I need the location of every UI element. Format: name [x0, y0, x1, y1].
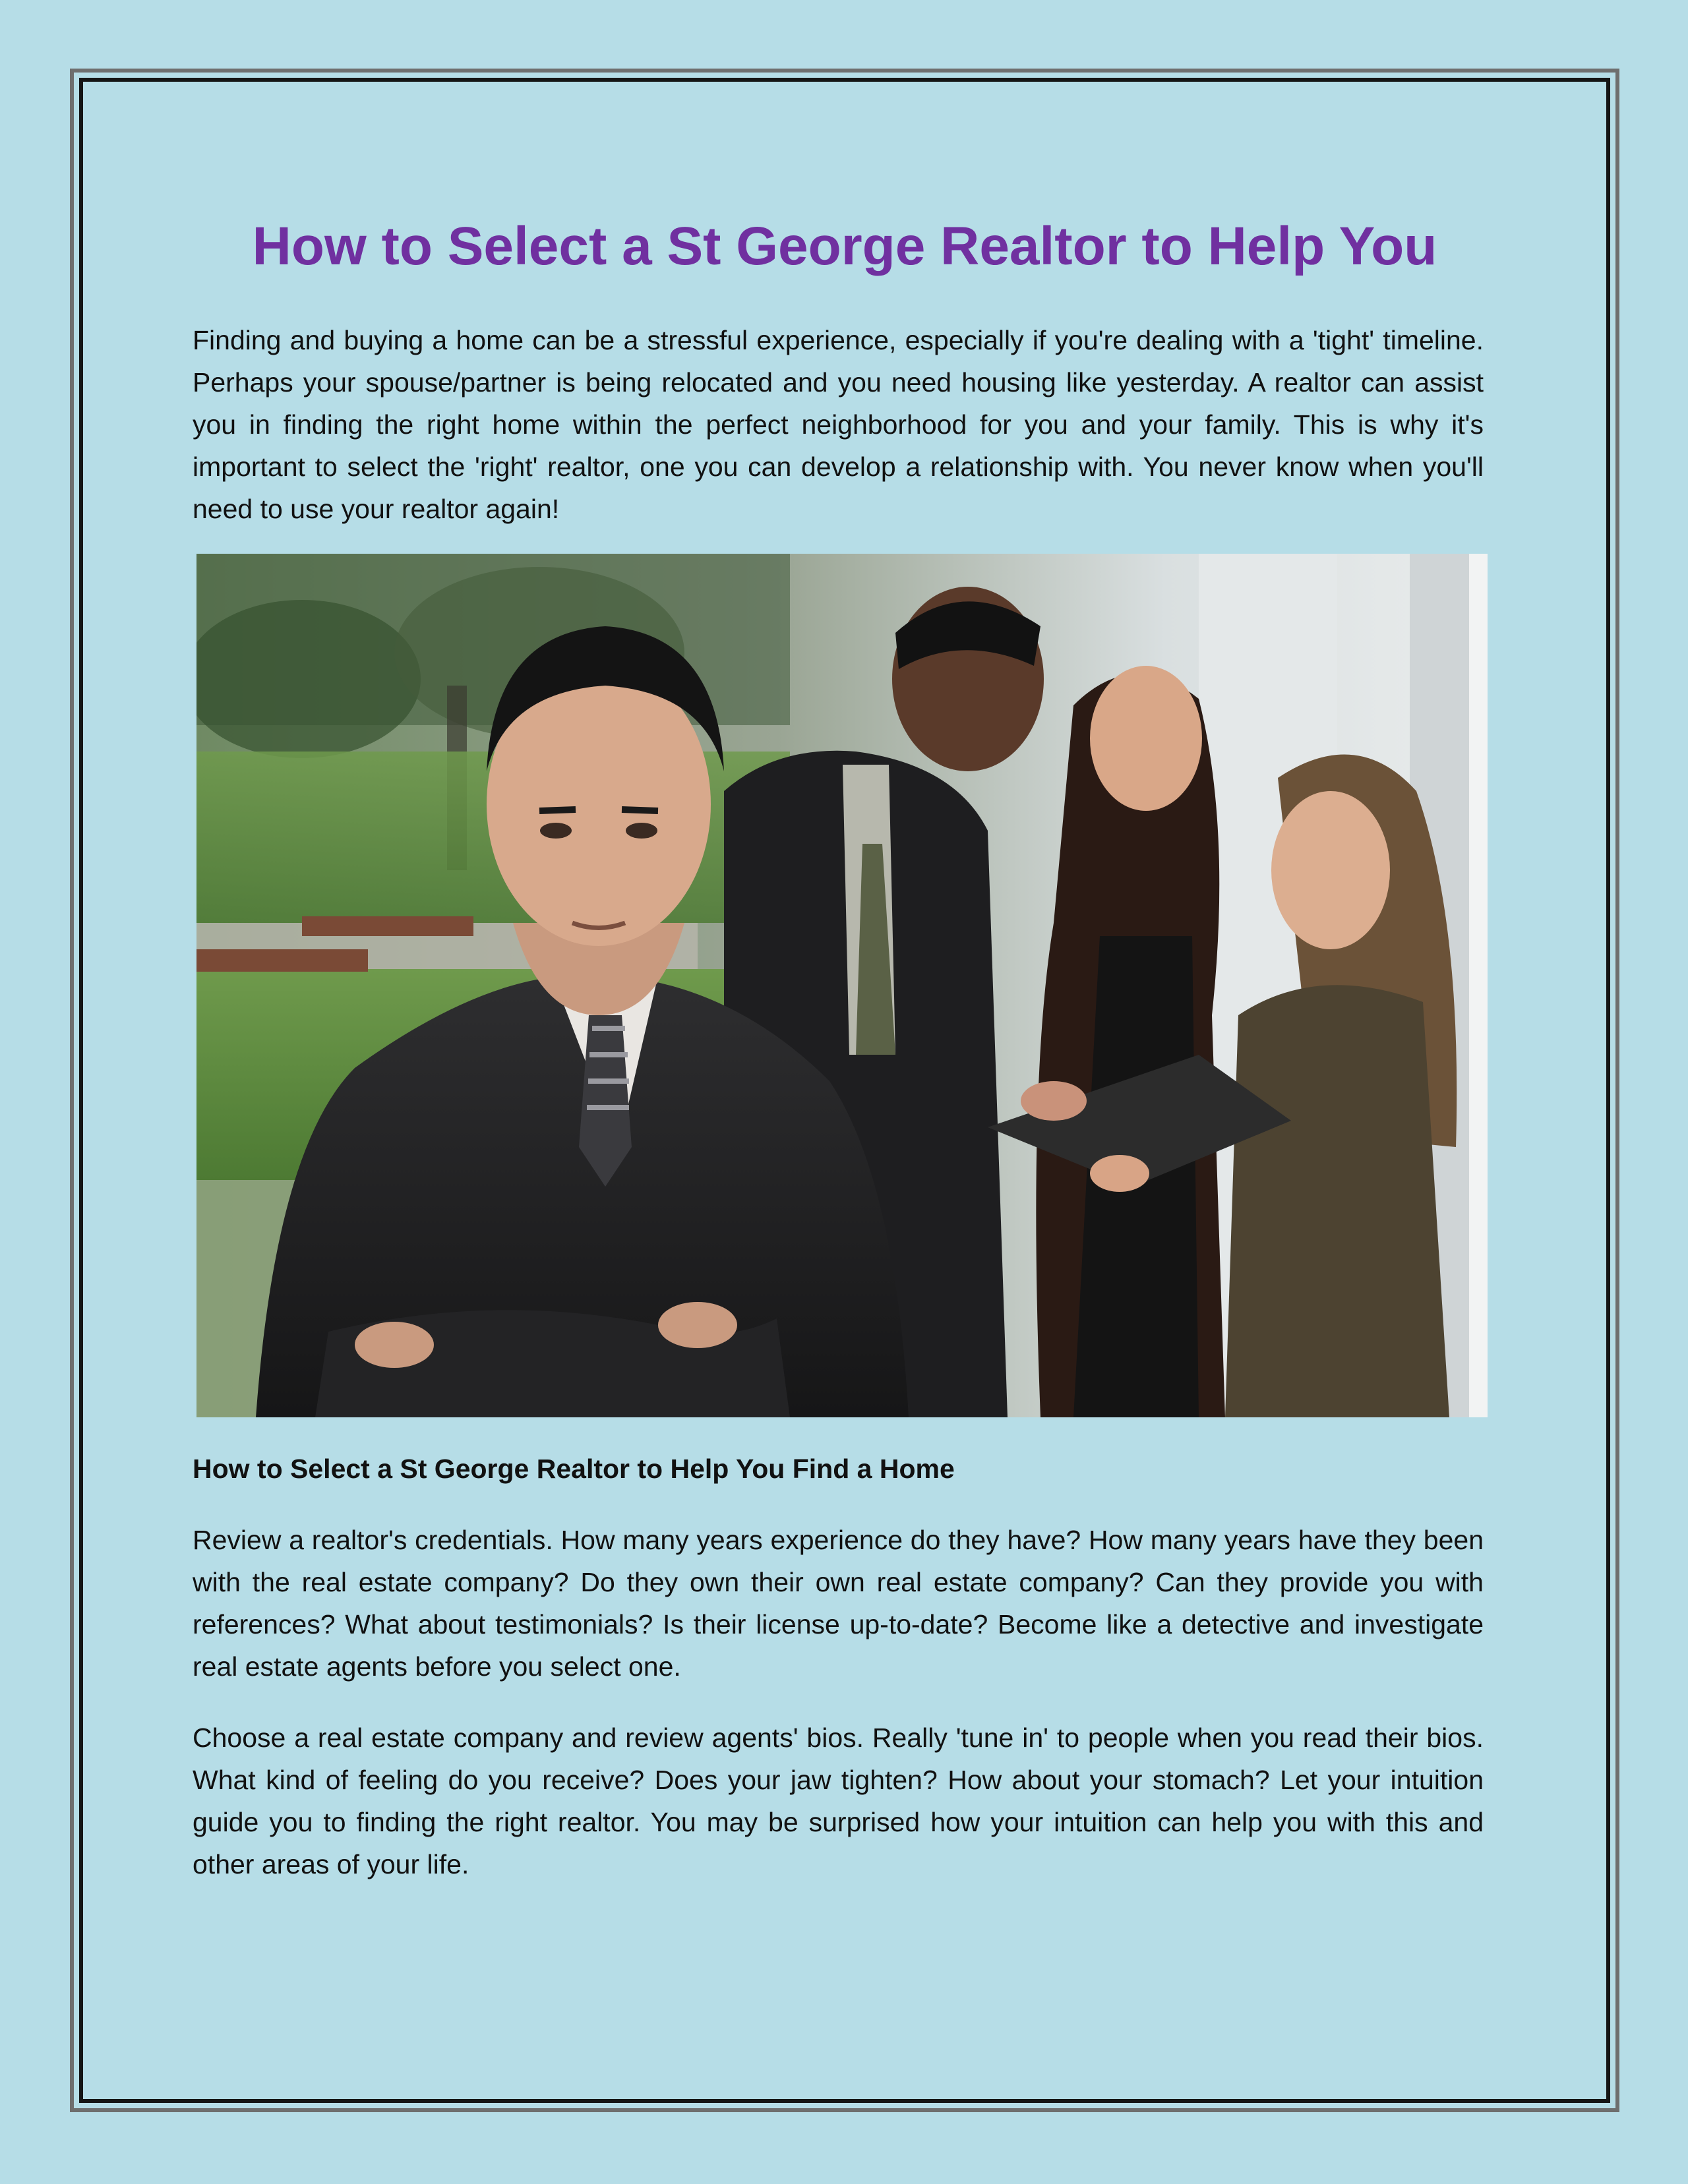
page-border [70, 69, 1619, 2112]
intro-paragraph: Finding and buying a home can be a stressful experience, especially if you're dealing with a 'tight' timeline. Perhaps your spouse/partner is being relocated and you need housing like yesterday. A realtor can assist you in finding the right home within the perfect neighborhood for you and your family. This is why it's important to select the 'right' realtor, one you can develop a relationship with. You never know when you'll need to use your realtor again! [193, 325, 1484, 524]
photo-illustration [196, 554, 1488, 1417]
page-border-inner [79, 78, 1610, 2103]
realtor-team-photo [196, 554, 1488, 1417]
page-title: How to Select a St George Realtor to Help You [252, 216, 1437, 276]
credentials-paragraph: Review a realtor's credentials. How many years experience do they have? How many years have they been with the real estate company? Do they own their own real estate company? Can they provide you with references? What about testimonials? Is their license up-to-date? Become like a detective and investigate real estate agents before you select one. [193, 1525, 1484, 1682]
intuition-paragraph: Choose a real estate company and review agents' bios. Really 'tune in' to people when you read their bios. What kind of feeling do you receive? Does your jaw tighten? How about your stomach? Let your intuition guide you to finding the right realtor. You may be surprised how your intuition can help you with this and other areas of your life. [193, 1723, 1484, 1879]
section-heading: How to Select a St George Realtor to Help You Find a Home [193, 1454, 955, 1484]
